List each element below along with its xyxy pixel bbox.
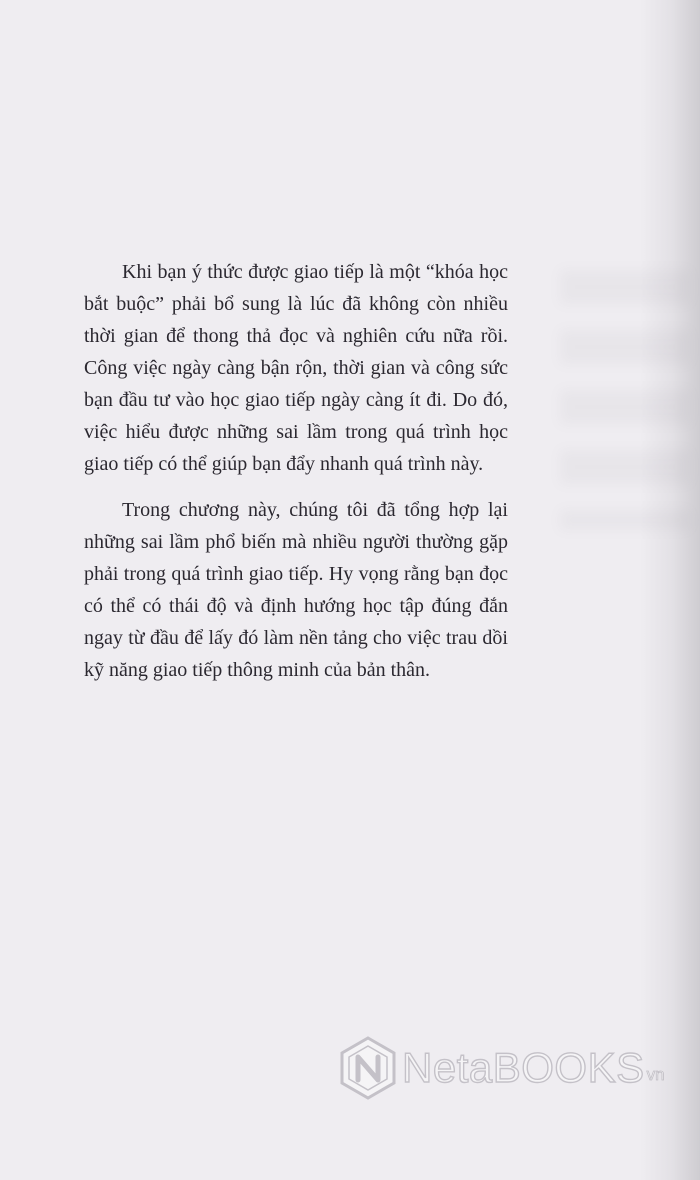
paragraph-1: Khi bạn ý thức được giao tiếp là một “khóa học bắt buộc” phải bổ sung là lúc đã không còn nhiều thời gian để thong thả đọc và nghiên cứu nữa rồi. Công việc ngày càng bận rộn, thời gian và công sức bạn đầu tư vào học giao tiếp ngày càng ít đi. Do đó, việc hiểu được những sai lầm trong quá trình học giao tiếp có thể giúp bạn đẩy nhanh quá trình này. <box>84 261 508 475</box>
netabooks-watermark <box>338 1035 665 1101</box>
watermark-brand: NetaBOOKS <box>402 1044 645 1091</box>
paragraph-2: Trong chương này, chúng tôi đã tổng hợp lại những sai lầm phổ biến mà nhiều người thường gặp phải trong quá trình giao tiếp. Hy vọng rằng bạn đọc có thể có thái độ và định hướng học tập đúng đắn ngay từ đầu để lấy đó làm nền tảng cho việc trau dồi kỹ năng giao tiếp thông minh của bản thân. <box>84 499 508 681</box>
body-text <box>84 256 508 686</box>
show-through-text <box>560 270 690 530</box>
watermark-suffix: vn <box>646 1065 665 1084</box>
netabooks-hexagon-n-icon <box>338 1035 398 1101</box>
